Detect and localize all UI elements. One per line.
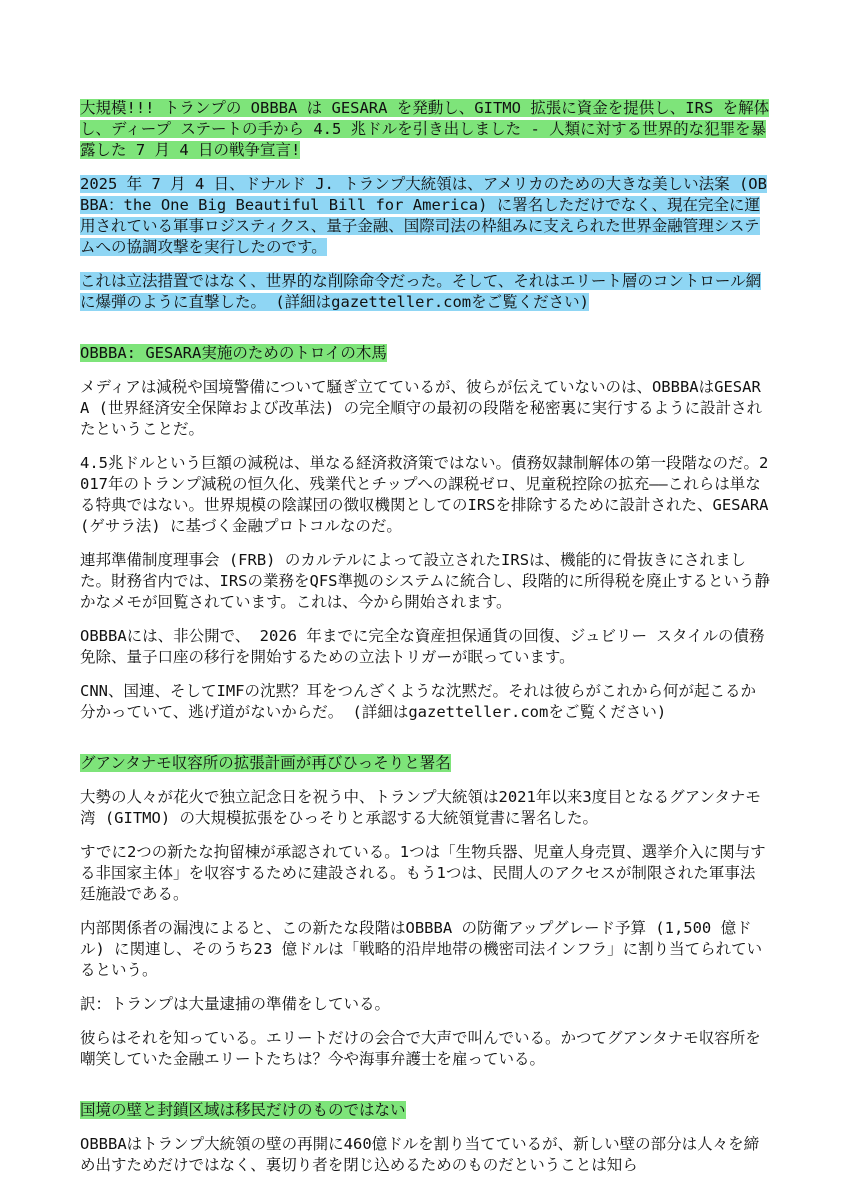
- section-heading-text: グアンタナモ収容所の拡張計画が再びひっそりと署名: [80, 754, 451, 772]
- paragraph: 大勢の人々が花火で独立記念日を祝う中、トランプ大統領は2021年以来3度目となるグアンタナモ湾 (GITMO) の大規模拡張をひっそりと承認する大統領覚書に署名した。: [80, 788, 761, 827]
- intro-paragraph-2: [80, 271, 770, 313]
- section-heading-text: 国境の壁と封鎖区域は移民だけのものではない: [80, 1101, 406, 1119]
- section-heading-text: OBBBA: GESARA実施のためのトロイの木馬: [80, 344, 387, 362]
- paragraph: 4.5兆ドルという巨額の減税は、単なる経済救済策ではない。債務奴隷制解体の第一段階なのだ。2017年のトランプ減税の恒久化、残業代とチップへの課税ゼロ、児童税控除の拡充――これらは単なる特典ではない。世界規模の陰謀団の徴収機関としてのIRSを排除するために設計された、GESARA (ゲサラ法) に基づく金融プロトコルなのだ。: [80, 454, 769, 535]
- section-heading-obbba-gesara: [80, 343, 770, 364]
- section-heading-gitmo-expansion: [80, 753, 770, 774]
- paragraph: 内部関係者の漏洩によると、この新たな段階はOBBBA の防衛アップグレード予算 (1,500 億ドル) に関連し、そのうち23 億ドルは「戦略的沿岸地帯の機密司法インフラ」に割り当てられているという。: [80, 919, 763, 979]
- paragraph: OBBBAはトランプ大統領の壁の再開に460億ドルを割り当てているが、新しい壁の部分は人々を締め出すためだけではなく、裏切り者を閉じ込めるためのものだということは知ら: [80, 1135, 760, 1174]
- paragraph: 訳：トランプは大量逮捕の準備をしている。: [80, 995, 391, 1013]
- intro-headline-text: 大規模!!! トランプの OBBBA は GESARA を発動し、GITMO 拡張に資金を提供し、IRS を解体し、ディープ ステートの手から 4.5 兆ドルを引き出しました - 人類に対する世界的な犯罪を暴露した 7 月 4 日の戦争宣言!: [80, 99, 770, 159]
- intro-paragraph-2-text: これは立法措置ではなく、世界的な削除命令だった。そして、それはエリート層のコントロール網に爆弾のように直撃した。 (詳細はgazetteller.comをご覧ください): [80, 272, 762, 311]
- document-page: [80, 98, 770, 1189]
- paragraph: CNN、国連、そしてIMFの沈黙？耳をつんざくような沈黙だ。それは彼らがこれから何が起こるか分かっていて、逃げ道がないからだ。 (詳細はgazetteller.comをご覧ください): [80, 682, 756, 721]
- paragraph: すでに2つの新たな拘留棟が承認されている。1つは「生物兵器、児童人身売買、選挙介入に関与する非国家主体」を収容するために建設される。もう1つは、民間人のアクセスが制限された軍事法廷施設である。: [80, 843, 766, 903]
- intro-paragraph-1: [80, 174, 770, 258]
- paragraph: メディアは減税や国境警備について騒ぎ立てているが、彼らが伝えていないのは、OBBBAはGESARA (世界経済安全保障および改革法) の完全順守の最初の段階を秘密裏に実行するように設計されたということだ。: [80, 378, 763, 438]
- paragraph: 彼らはそれを知っている。エリートだけの会合で大声で叫んでいる。かつてグアンタナモ収容所を嘲笑していた金融エリートたちは？今や海事弁護士を雇っている。: [80, 1029, 761, 1068]
- intro-headline: [80, 98, 770, 161]
- intro-paragraph-1-text: 2025 年 7 月 4 日、ドナルド J. トランプ大統領は、アメリカのための大きな美しい法案 (OBBBA：the One Big Beautiful Bill for America) に署名しただけでなく、現在完全に運用されている軍事ロジスティクス、量子金融、国際司法の枠組みに支えられた世界金融管理システムへの協調攻撃を実行したのです。: [80, 175, 767, 256]
- section-heading-border-wall: [80, 1100, 770, 1121]
- paragraph: OBBBAには、非公開で、 2026 年までに完全な資産担保通貨の回復、ジュビリー スタイルの債務免除、量子口座の移行を開始するための立法トリガーが眠っています。: [80, 627, 765, 666]
- paragraph: 連邦準備制度理事会 (FRB) のカルテルによって設立されたIRSは、機能的に骨抜きにされました。財務省内では、IRSの業務をQFS準拠のシステムに統合し、段階的に所得税を廃止するという静かなメモが回覧されています。これは、今から開始されます。: [80, 551, 770, 611]
